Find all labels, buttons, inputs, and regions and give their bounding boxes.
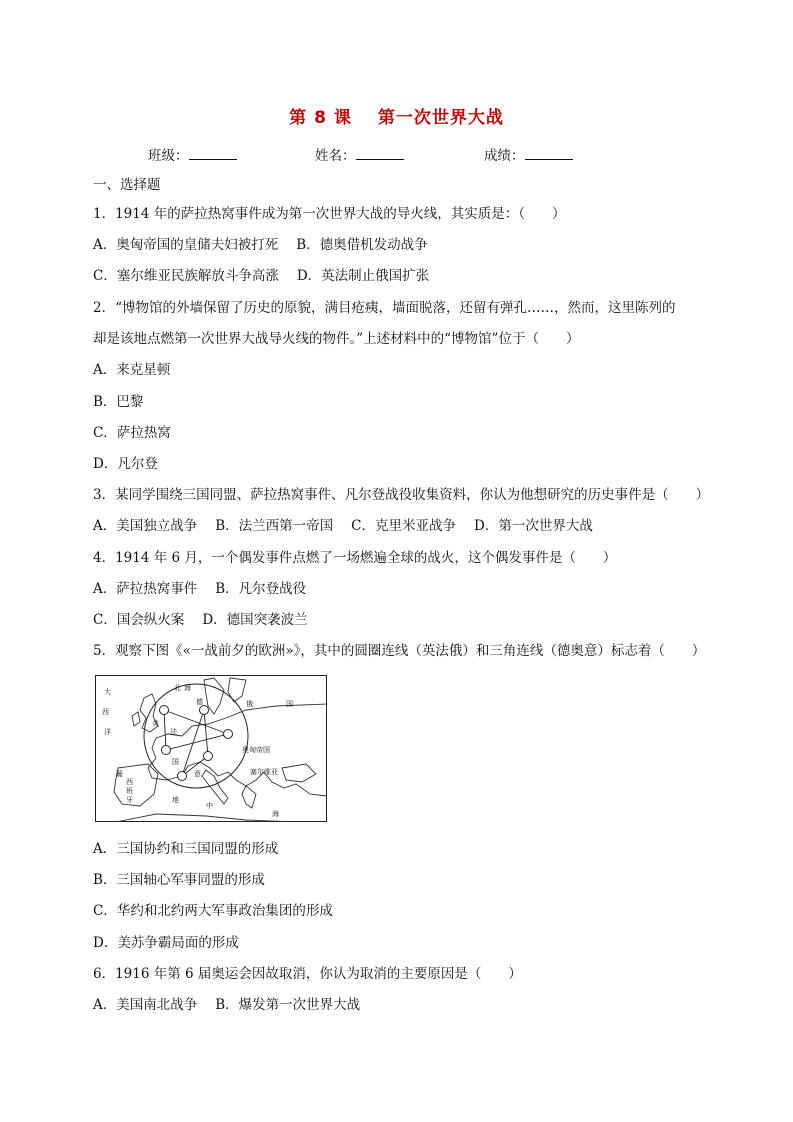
map-label-serbia: 塞尔维亚 xyxy=(250,768,278,776)
option-b[interactable]: B．德奥借机发动战争 xyxy=(296,237,428,253)
map-label-spain-2: 班 xyxy=(126,787,133,795)
option-b[interactable]: B．法兰西第一帝国 xyxy=(215,518,334,534)
question-2-stem-line2: 却是该地点燃第一次世界大战导火线的物件。”上述材料中的“博物馆”位于（ ） xyxy=(93,331,580,347)
name-field[interactable]: 姓名： xyxy=(315,144,404,164)
map-label-russia-guo: 国 xyxy=(286,700,293,708)
option-d[interactable]: D．德国突袭波兰 xyxy=(202,612,308,628)
option-b[interactable]: B．凡尔登战役 xyxy=(215,581,307,597)
russia-node xyxy=(224,730,233,739)
question-2-stem-line1: 2．“博物馆的外墙保留了历史的原貌，满目疮痍，墙面脱落，还留有弹孔……，然而，这里陈列的 xyxy=(93,300,676,316)
option-c[interactable]: C．塞尔维亚民族解放斗争高涨 xyxy=(93,268,279,284)
europe-map xyxy=(96,676,327,822)
question-1-options-row1 xyxy=(93,237,428,253)
map-label-portugal: 葡 xyxy=(116,770,123,778)
question-4-stem: 4．1914 年 6 月，一个偶发事件点燃了一场燃遍全球的战火，这个偶发事件是（ ） xyxy=(93,550,617,566)
page-title xyxy=(0,103,793,128)
map-label-russia: 俄 xyxy=(246,700,253,708)
option-a[interactable]: A．萨拉热窝事件 xyxy=(93,581,198,597)
class-field[interactable]: 班级： xyxy=(148,144,237,164)
question-6-stem: 6．1916 年第 6 届奥运会因故取消，你认为取消的主要原因是（ ） xyxy=(93,966,522,982)
option-d[interactable]: D．美苏争霸局面的形成 xyxy=(93,935,239,951)
question-1-stem: 1．1914 年的萨拉热窝事件成为第一次世界大战的导火线，其实质是：（ ） xyxy=(93,206,566,222)
lesson-number: 第 8 课 xyxy=(289,108,352,128)
option-a[interactable]: A．美国南北战争 xyxy=(93,997,198,1013)
map-label-germany: 德 xyxy=(196,698,203,706)
map-label-spain-1: 西 xyxy=(126,778,133,786)
option-b[interactable]: B．三国轴心军事同盟的形成 xyxy=(93,872,265,888)
map-label-north-sea-1: 北 xyxy=(174,684,181,692)
map-label-spain-3: 牙 xyxy=(126,796,133,804)
map-label-atlantic-1: 大 xyxy=(104,688,111,696)
question-6-options xyxy=(93,997,360,1013)
question-4-options-row2 xyxy=(93,612,308,628)
option-d[interactable]: D．凡尔登 xyxy=(93,456,158,472)
option-b[interactable]: B．爆发第一次世界大战 xyxy=(215,997,361,1013)
map-label-austria: 奥匈帝国 xyxy=(242,746,270,754)
black-sea-outline xyxy=(282,764,316,782)
africa-coast xyxy=(116,814,296,822)
ireland-outline xyxy=(132,712,140,726)
section-heading: 一、选择题 xyxy=(93,177,161,193)
option-c[interactable]: C．萨拉热窝 xyxy=(93,425,171,441)
britain-node xyxy=(160,706,169,715)
option-b[interactable]: B．巴黎 xyxy=(93,394,144,410)
finland-outline xyxy=(228,678,246,702)
question-4-options-row1 xyxy=(93,581,306,597)
map-label-med-2: 中 xyxy=(206,802,213,810)
score-field[interactable]: 成绩： xyxy=(484,144,573,164)
question-5-stem: 5．观察下图《«一战前夕的欧洲»》，其中的圆圈连线（英法俄）和三角连线（德奥意）标志着（ ） xyxy=(93,643,706,659)
map-label-britain: 英 xyxy=(152,720,159,728)
europe-map-figure xyxy=(95,675,327,822)
option-c[interactable]: C．国会纵火案 xyxy=(93,612,185,628)
map-label-north-sea-2: 海 xyxy=(184,684,191,692)
map-label-med-3: 海 xyxy=(272,810,279,818)
map-label-atlantic-3: 洋 xyxy=(104,728,111,736)
germany-node xyxy=(200,706,209,715)
map-label-med-1: 地 xyxy=(172,796,179,804)
austria-node xyxy=(204,752,213,761)
france-node xyxy=(162,746,171,755)
map-label-italy: 意 xyxy=(194,770,201,778)
option-a[interactable]: A．美国独立战争 xyxy=(93,518,198,534)
option-d[interactable]: D．英法制止俄国扩张 xyxy=(296,268,430,284)
question-1-options-row2 xyxy=(93,268,429,284)
map-label-guo: 国 xyxy=(172,758,179,766)
question-3-options xyxy=(93,518,593,534)
option-a[interactable]: A．三国协约和三国同盟的形成 xyxy=(93,841,279,857)
alliance-triangle xyxy=(182,710,208,776)
question-3-stem: 3．某同学围绕三国同盟、萨拉热窝事件、凡尔登战役收集资料，你认为他想研究的历史事件是（ ） xyxy=(93,487,710,503)
option-a[interactable]: A．来克星顿 xyxy=(93,362,171,378)
option-c[interactable]: C．华约和北约两大军事政治集团的形成 xyxy=(93,903,333,919)
greece-outline xyxy=(242,786,256,808)
lesson-name: 第一次世界大战 xyxy=(377,108,504,128)
option-c[interactable]: C．克里米亚战争 xyxy=(351,518,457,534)
option-d[interactable]: D．第一次世界大战 xyxy=(474,518,593,534)
italy-node xyxy=(178,772,187,781)
option-a[interactable]: A．奥匈帝国的皇储夫妇被打死 xyxy=(93,237,279,253)
map-label-atlantic-2: 西 xyxy=(102,708,109,716)
map-label-france: 法 xyxy=(170,728,177,736)
